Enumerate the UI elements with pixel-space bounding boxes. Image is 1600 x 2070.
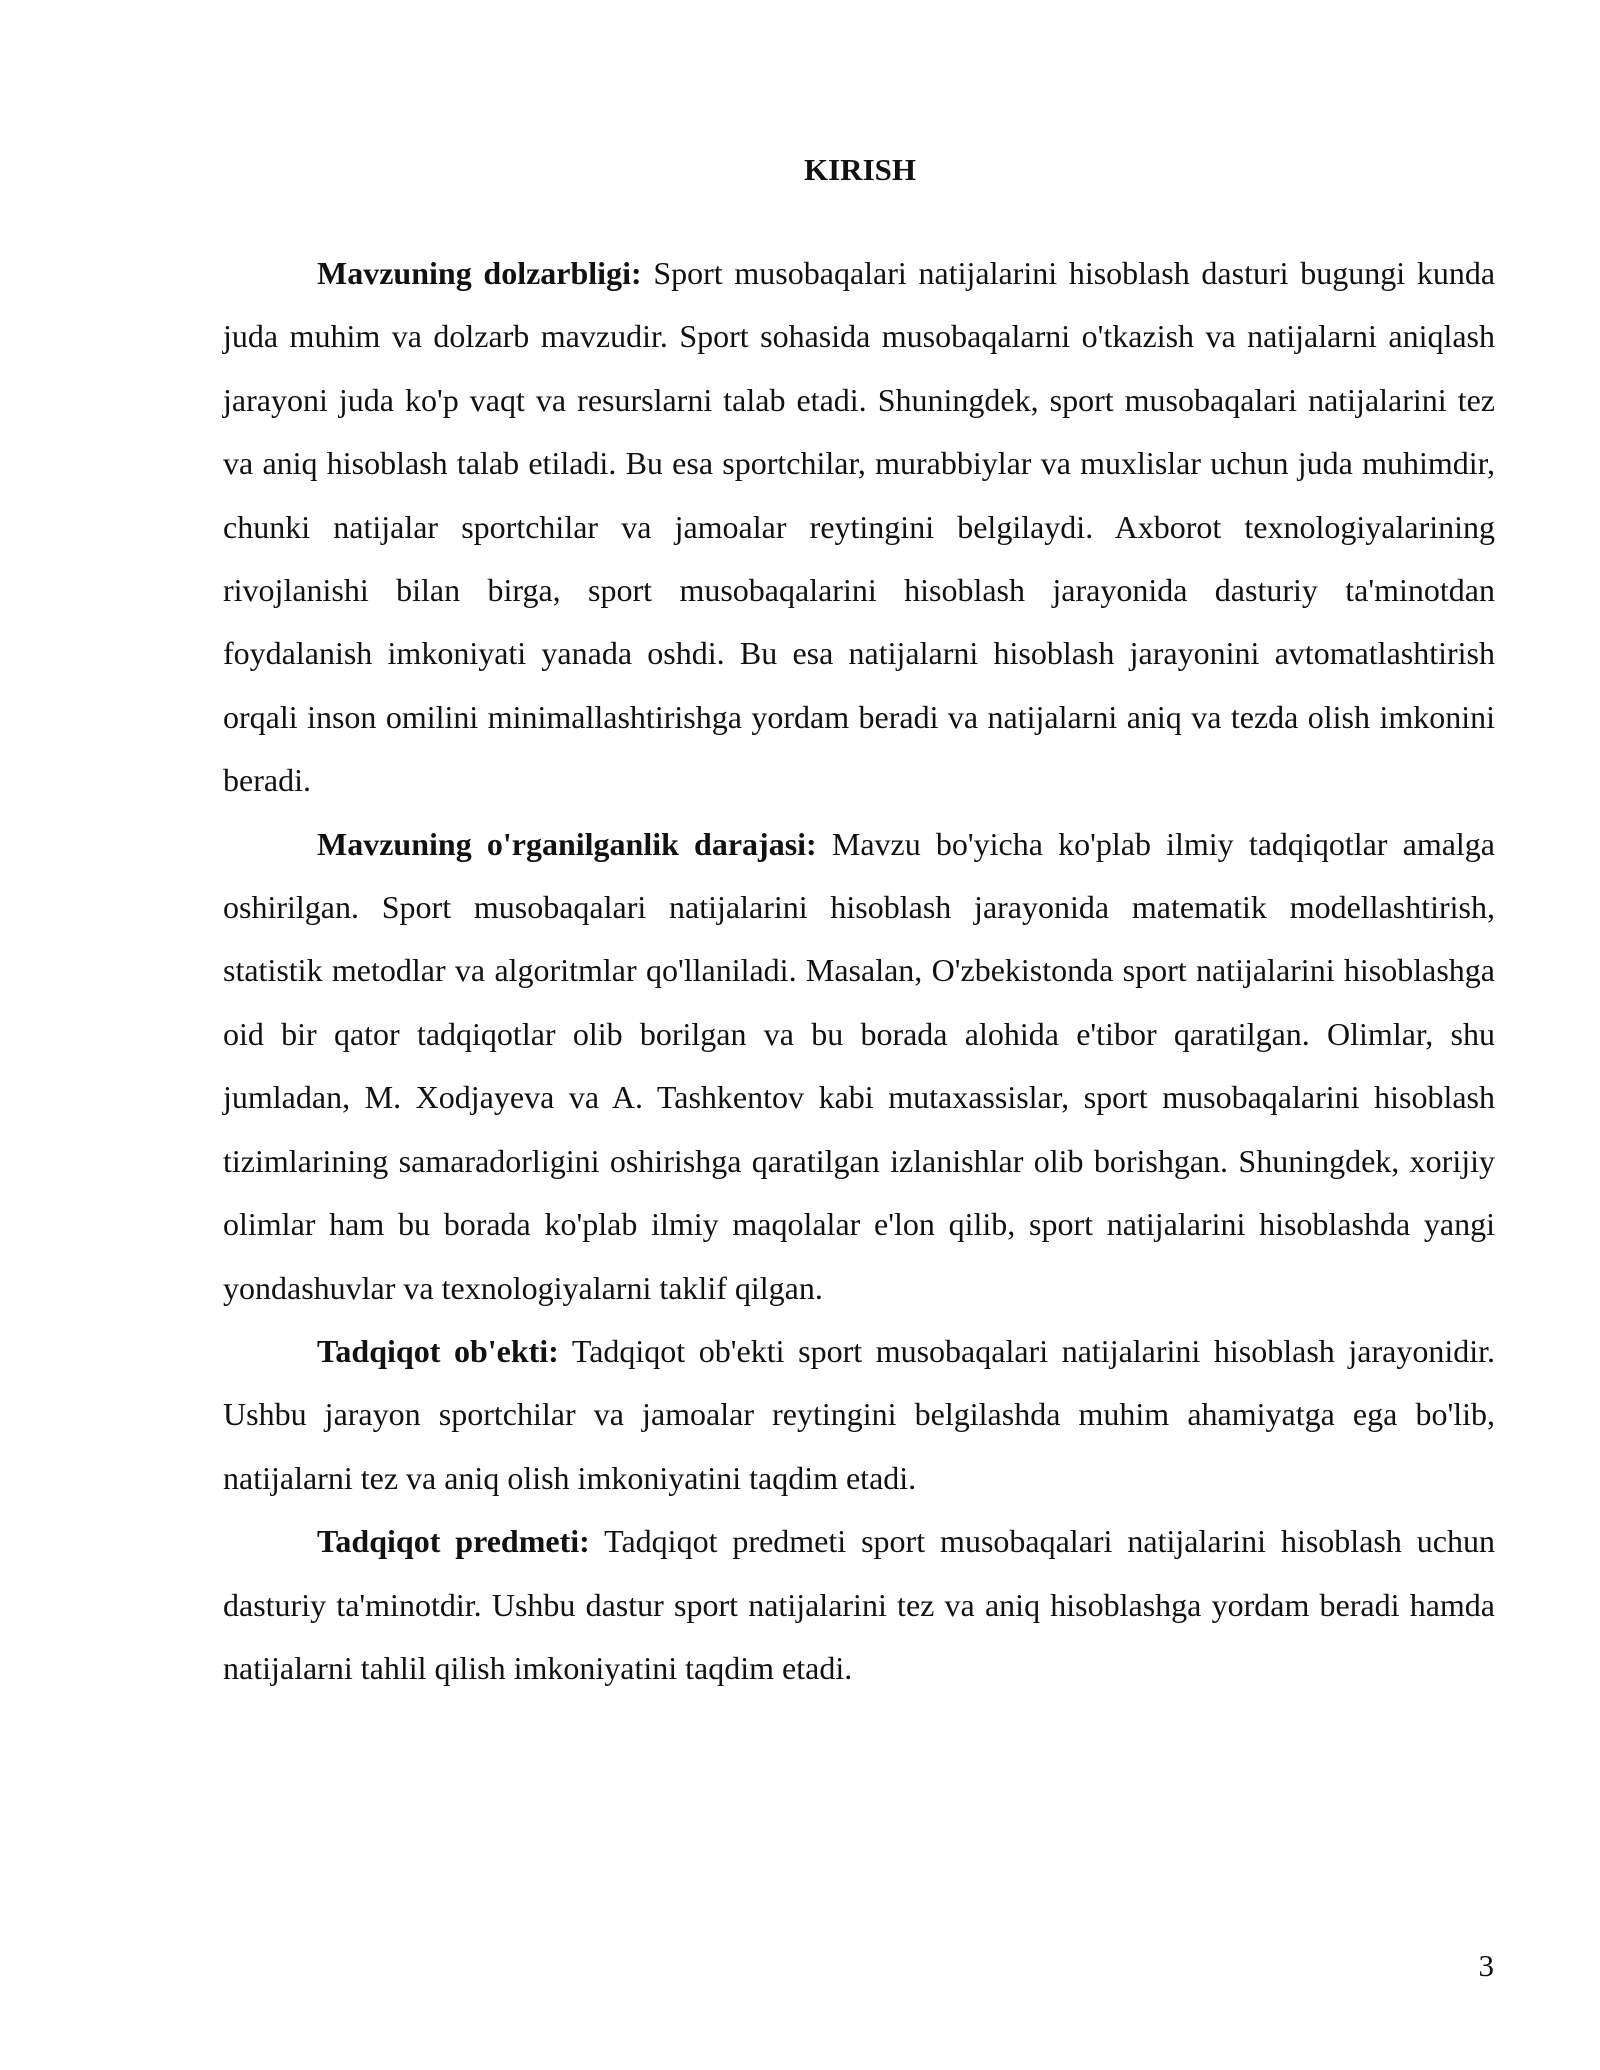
paragraph-lead: Tadqiqot ob'ekti: [317,1332,559,1369]
paragraph-lead: Mavzuning o'rganilganlik darajasi: [317,825,817,862]
page-heading: KIRISH [804,152,916,187]
paragraph-lead: Mavzuning dolzarbligi: [317,255,642,291]
paragraph-relevance [223,242,1495,813]
document-body [223,242,1495,1700]
paragraph-text: Tadqiqot ob'ekti sport musobaqalari natijalarini hisoblash jarayonidir. Ushbu jarayon sportchilar va jamoalar reytingini belgilashda muhim ahamiyatga ega bo'lib, natijalarni tez va aniq olish imkoniyatini taqdim etadi. [223,1332,1496,1496]
paragraph-research-object [223,1320,1495,1510]
paragraph-study-level [223,813,1495,1320]
paragraph-lead: Tadqiqot predmeti: [317,1523,590,1560]
page-number: 3 [1478,1948,1494,1983]
paragraph-research-subject [223,1510,1495,1700]
paragraph-text: Tadqiqot predmeti sport musobaqalari natijalarini hisoblash uchun dasturiy ta'minotdir. Ushbu dastur sport natijalarini tez va aniq hisoblashga yordam beradi hamda natijalarni tahlil qilish imkoniyatini taqdim etadi. [223,1523,1495,1686]
paragraph-text: Mavzu bo'yicha ko'plab ilmiy tadqiqotlar amalga oshirilgan. Sport musobaqalari natijalarini hisoblash jarayonida matematik modellashtirish, statistik metodlar va algoritmlar qo'llaniladi. Masalan, O'zbekistonda sport natijalarini hisoblashga oid bir qator tadqiqotlar olib borilgan va bu borada alohida e'tibor qaratilgan. Olimlar, shu jumladan, M. Xodjayeva va A. Tashkentov kabi mutaxassislar, sport musobaqalarini hisoblash tizimlarining samaradorligini oshirishga qaratilgan izlanishlar olib borishgan. Shuningdek, xorijiy olimlar ham bu borada ko'plab ilmiy maqolalar e'lon qilib, sport natijalarini hisoblashda yangi yondashuvlar va texnologiyalarni taklif qilgan. [223,825,1495,1306]
paragraph-text: Sport musobaqalari natijalarini hisoblash dasturi bugungi kunda juda muhim va dolzarb mavzudir. Sport sohasida musobaqalarni o'tkazish va natijalarni aniqlash jarayoni juda ko'p vaqt va resurslarni talab etadi. Shuningdek, sport musobaqalari natijalarini tez va aniq hisoblash talab etiladi. Bu esa sportchilar, murabbiylar va muxlislar uchun juda muhimdir, chunki natijalar sportchilar va jamoalar reytingini belgilaydi. Axborot texnologiyalarining rivojlanishi bilan birga, sport musobaqalarini hisoblash jarayonida dasturiy ta'minotdan foydalanish imkoniyati yanada oshdi. Bu esa natijalarni hisoblash jarayonini avtomatlashtirish orqali inson omilini minimallashtirishga yordam beradi va natijalarni aniq va tezda olish imkonini beradi. [223,255,1496,799]
